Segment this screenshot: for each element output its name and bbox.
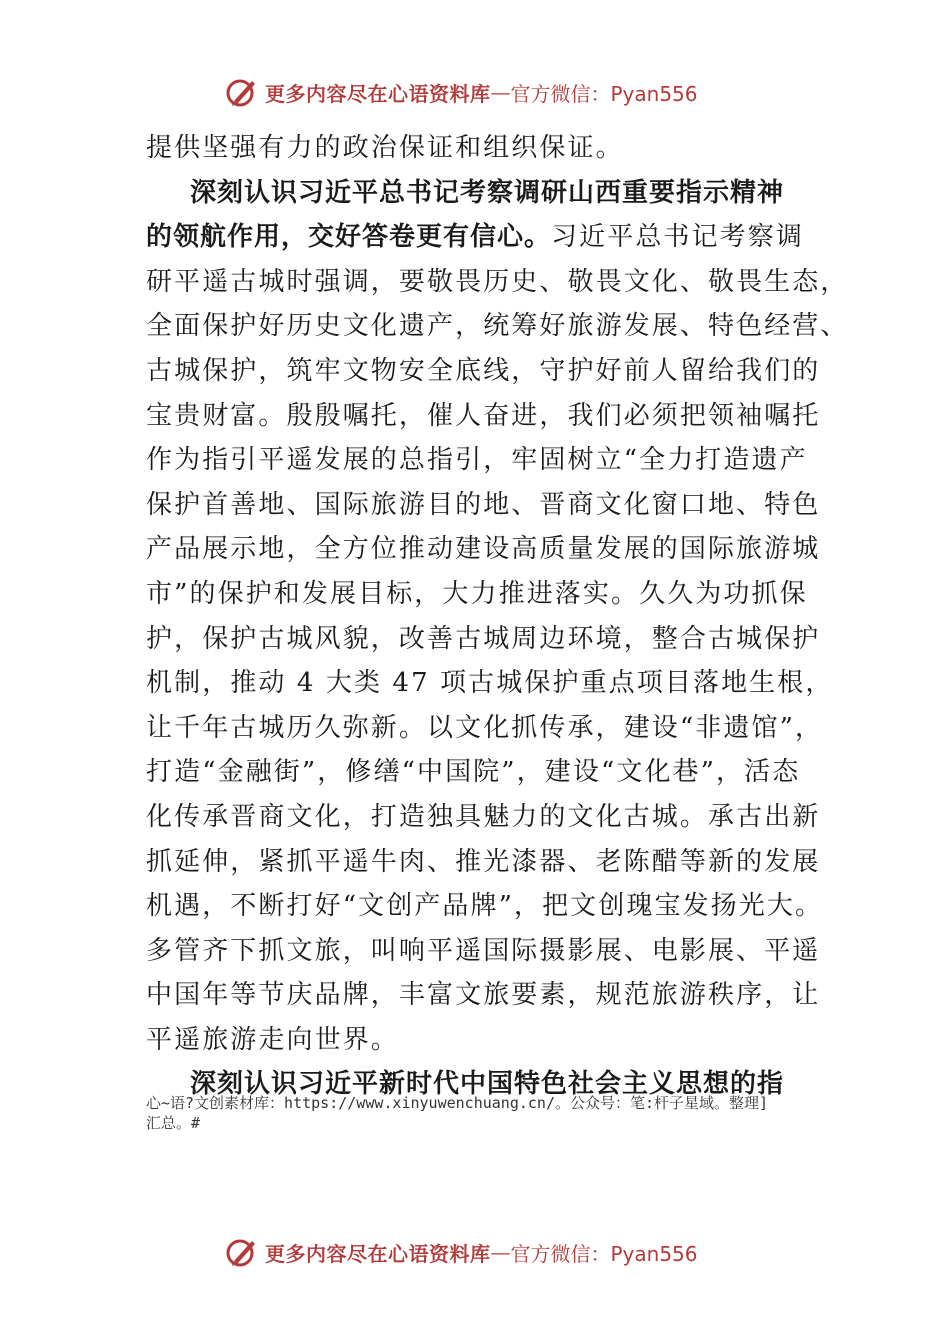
- text-line: 让千年古城历久弥新。以文化抓传承，建设“非遗馆”，: [146, 712, 824, 743]
- pen-logo-icon: [225, 1235, 259, 1269]
- text-line: 保护首善地、国际旅游目的地、晋商文化窗口地、特色: [146, 489, 821, 520]
- text-line: 提供坚强有力的政治保证和组织保证。: [146, 133, 624, 163]
- text-line: 打造“金融街”，修缮“中国院”，建设“文化巷”，活态: [146, 757, 801, 788]
- text-line: 护，保护古城风貌，改善古城周边环境，整合古城保护: [146, 623, 821, 654]
- text-line: 产品展示地，全方位推动建设高质量发展的国际旅游城: [146, 534, 821, 565]
- text-line: 研平遥古城时强调，要敬畏历史、敬畏文化、敬畏生态，: [146, 266, 849, 297]
- footnote: [146, 1093, 826, 1133]
- text-line: 古城保护，筑牢文物安全底线，守护好前人留给我们的: [146, 355, 821, 386]
- banner-separator: —: [490, 80, 511, 104]
- text-line: 全面保护好历史文化遗产，统筹好旅游发展、特色经营、: [146, 311, 849, 342]
- footnote-line: 汇总。#: [146, 1114, 201, 1132]
- banner-title: 更多内容尽在心语资料库: [265, 81, 491, 106]
- section-heading: 深刻认识习近平新时代中国特色社会主义思想的指: [190, 1069, 785, 1100]
- banner-wechat: 官方微信：Pyan556: [510, 1241, 698, 1266]
- text-line: 化传承晋商文化，打造独具魅力的文化古城。承古出新: [146, 801, 821, 832]
- section-heading-continued: 的领航作用，交好答卷更有信心。: [146, 222, 552, 253]
- footnote-line: 心~语?文创素材库：https://www.xinyuwenchuang.cn/。公众号：笔:杆子星域。整理]: [146, 1094, 769, 1112]
- header-banner: [225, 72, 698, 112]
- text-line: [146, 215, 806, 260]
- text-line: 平遥旅游走向世界。: [146, 1024, 399, 1055]
- text-run: 习近平总书记考察调: [551, 222, 804, 253]
- banner-separator: —: [490, 1240, 511, 1264]
- text-line: 宝贵财富。殷殷嘱托，催人奋进，我们必须把领袖嘱托: [146, 400, 821, 431]
- banner-wechat: 官方微信：Pyan556: [510, 81, 698, 106]
- text-line: 市”的保护和发展目标，大力推进落实。久久为功抓保: [146, 578, 808, 609]
- text-line: 作为指引平遥发展的总指引，牢固树立“全力打造遗产: [146, 445, 808, 476]
- text-line: 多管齐下抓文旅，叫响平遥国际摄影展、电影展、平遥: [146, 935, 821, 966]
- section-heading: 深刻认识习近平总书记考察调研山西重要指示精神: [190, 177, 785, 208]
- text-line: 中国年等节庆品牌，丰富文旅要素，规范旅游秩序，让: [146, 980, 821, 1011]
- text-line: 机遇，不断打好“文创产品牌”，把文创瑰宝发扬光大。: [146, 891, 824, 922]
- pen-logo-icon: [225, 75, 259, 109]
- document-body: [146, 126, 849, 1107]
- banner-title: 更多内容尽在心语资料库: [265, 1241, 491, 1266]
- footer-banner: [225, 1232, 698, 1272]
- text-line: 机制，推动 4 大类 47 项古城保护重点项目落地生根，: [146, 668, 834, 699]
- text-line: 抓延伸，紧抓平遥牛肉、推光漆器、老陈醋等新的发展: [146, 846, 821, 877]
